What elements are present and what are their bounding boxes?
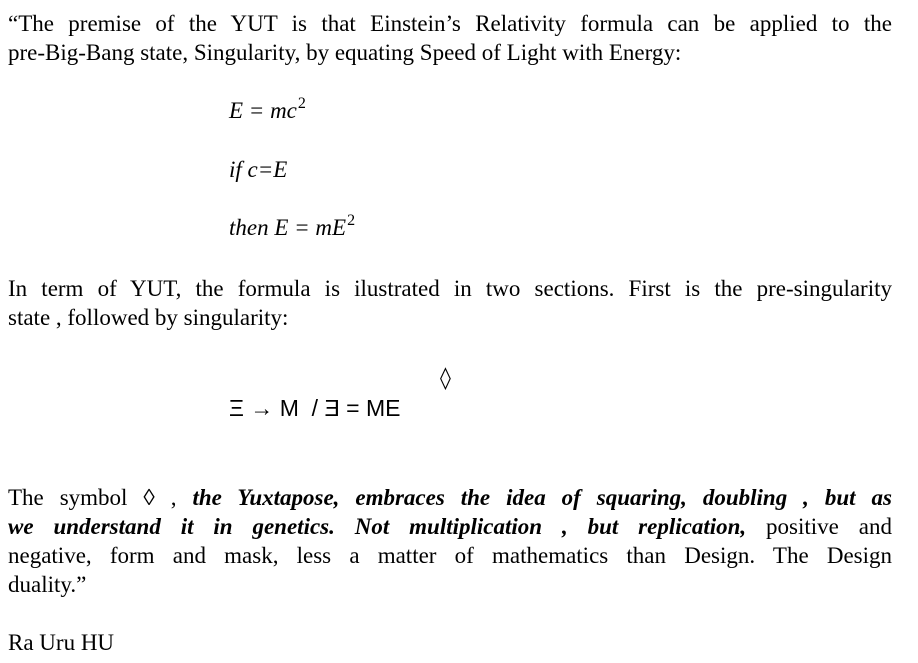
section-paragraph [8,274,892,332]
equation-2 [229,157,287,183]
symbol-intro: The symbol ◊ , [8,485,177,510]
symbol-line-1 [8,483,892,512]
symbol-bold-2: we understand it in genetics. Not multiplication , but replication, [8,514,747,539]
symbol-paragraph [8,483,892,599]
symbol-bold-1: the Yuxtapose, embraces the idea of squaring, doubling , but as [176,485,892,510]
equation-1-main: E = mc [229,98,297,123]
symbol-line-4: duality.” [8,572,87,597]
intro-line-2: pre-Big-Bang state, Singularity, by equating Speed of Light with Energy: [8,40,682,65]
equation-1-exponent: 2 [297,95,306,112]
intro-paragraph [8,9,892,67]
equation-2-text: if c=E [229,157,288,182]
yut-formula [229,395,401,422]
equation-3-exponent: 2 [347,212,356,229]
symbol-line-3: negative, form and mask, less a matter of mathematics than Design. The Design [8,543,892,568]
signature: Ra Uru HU [8,630,115,655]
equation-3-main: then E = mE [229,215,347,240]
section-line-2: state , followed by singularity: [8,305,289,330]
symbol-line-2 [8,512,892,541]
section-line-1: In term of YUT, the formula is ilustrated in two sections. First is the pre-singularity [8,276,892,301]
diamond-symbol: ◊ [440,366,451,391]
symbol-rest-2: positive and [746,514,892,539]
equation-1 [229,95,306,124]
intro-line-1: “The premise of the YUT is that Einstein’s Relativity formula can be applied to the [8,11,892,36]
equation-3 [229,212,356,241]
yut-formula-expression: Ξ → M / Ǝ = ME [229,395,401,421]
